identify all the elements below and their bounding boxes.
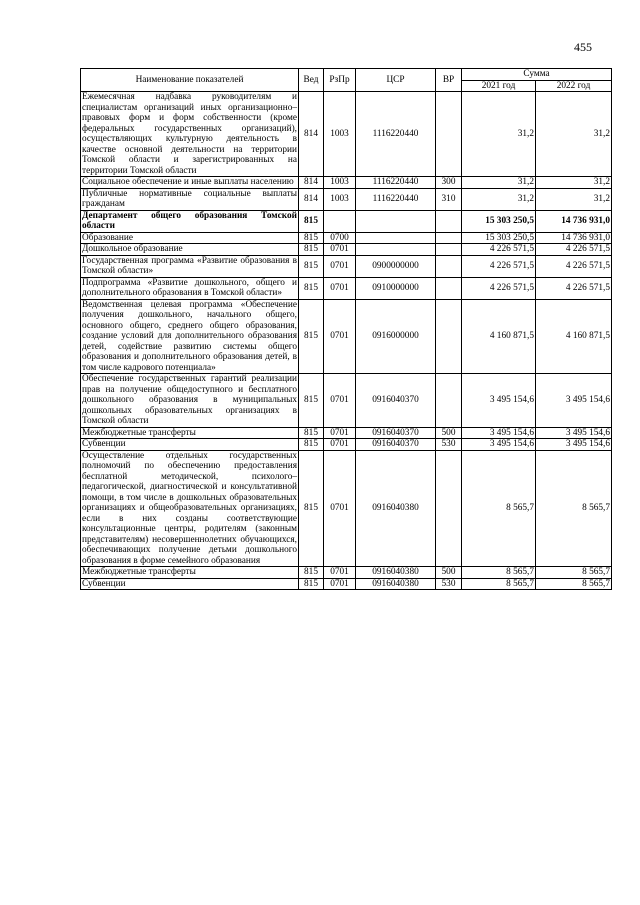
cell-rzpr [324, 210, 356, 232]
table-row [81, 374, 612, 428]
cell-ved: 815 [299, 277, 324, 299]
cell-y2021: 3 495 154,6 [462, 374, 536, 428]
cell-name: Ежемесячная надбавка руководителям и специалистам организаций иных организационно–правовых форм и форм собственности (кроме федеральных государственных организаций), осуществляющих культурную деятельность в качестве основной деятельности на территории Томской области и зарегистрированных на территории Томской области [82, 92, 297, 176]
cell-ved: 815 [299, 427, 324, 439]
cell-ved: 815 [299, 439, 324, 451]
cell-ved: 815 [299, 567, 324, 579]
cell-rzpr: 0701 [324, 374, 356, 428]
cell-ved: 815 [299, 374, 324, 428]
cell-rzpr: 0701 [324, 578, 356, 590]
cell-y2021: 4 226 571,5 [462, 255, 536, 277]
cell-y2021: 31,2 [462, 188, 536, 210]
cell-ved: 815 [299, 450, 324, 567]
cell-ved: 815 [299, 244, 324, 256]
cell-rzpr: 0701 [324, 299, 356, 374]
cell-rzpr: 0701 [324, 439, 356, 451]
cell-csr: 1116220440 [356, 92, 436, 177]
header-csr: ЦСР [356, 69, 436, 92]
cell-y2021: 3 495 154,6 [462, 427, 536, 439]
cell-vr [436, 374, 462, 428]
cell-csr: 0916040370 [356, 374, 436, 428]
cell-rzpr: 1003 [324, 188, 356, 210]
cell-y2022: 8 565,7 [536, 578, 612, 590]
cell-csr: 0900000000 [356, 255, 436, 277]
cell-csr [356, 210, 436, 232]
cell-vr [436, 255, 462, 277]
table-row [81, 210, 612, 232]
cell-rzpr: 0701 [324, 427, 356, 439]
cell-vr: 530 [436, 578, 462, 590]
cell-csr: 1116220440 [356, 188, 436, 210]
header-rzpr: РзПр [324, 69, 356, 92]
cell-ved: 815 [299, 578, 324, 590]
cell-ved: 815 [299, 299, 324, 374]
cell-y2022: 31,2 [536, 188, 612, 210]
cell-vr [436, 277, 462, 299]
cell-y2022: 3 495 154,6 [536, 427, 612, 439]
header-sum: Сумма [462, 69, 612, 81]
table-row [81, 427, 612, 439]
cell-vr [436, 450, 462, 567]
cell-rzpr: 0701 [324, 244, 356, 256]
cell-csr: 0916040370 [356, 439, 436, 451]
cell-y2022: 8 565,7 [536, 567, 612, 579]
table-row [81, 188, 612, 210]
table-row [81, 567, 612, 579]
cell-csr: 0916040380 [356, 578, 436, 590]
table-row [81, 92, 612, 177]
cell-y2022: 31,2 [536, 177, 612, 189]
cell-y2022: 4 226 571,5 [536, 255, 612, 277]
cell-vr [436, 299, 462, 374]
table-row [81, 177, 612, 189]
cell-name: Субвенции [81, 439, 299, 451]
cell-name: Социальное обеспечение и иные выплаты населению [81, 177, 299, 189]
cell-rzpr: 0701 [324, 567, 356, 579]
cell-name: Образование [81, 232, 299, 244]
header-ved: Вед [299, 69, 324, 92]
cell-y2022: 4 160 871,5 [536, 299, 612, 374]
cell-y2021: 8 565,7 [462, 450, 536, 567]
cell-y2022: 3 495 154,6 [536, 374, 612, 428]
table-row [81, 232, 612, 244]
cell-ved: 814 [299, 188, 324, 210]
cell-y2021: 31,2 [462, 92, 536, 177]
cell-rzpr: 1003 [324, 177, 356, 189]
header-2021: 2021 год [462, 80, 536, 92]
cell-vr: 500 [436, 427, 462, 439]
cell-rzpr: 0701 [324, 277, 356, 299]
cell-y2021: 4 160 871,5 [462, 299, 536, 374]
header-2022: 2022 год [536, 80, 612, 92]
table-row [81, 450, 612, 567]
table-body [81, 92, 612, 590]
cell-rzpr: 1003 [324, 92, 356, 177]
cell-name: Межбюджетные трансферты [81, 567, 299, 579]
cell-ved: 815 [299, 210, 324, 232]
table-row [81, 244, 612, 256]
cell-vr: 530 [436, 439, 462, 451]
page-number: 455 [574, 40, 592, 54]
header-vr: ВР [436, 69, 462, 92]
cell-csr: 0916040380 [356, 450, 436, 567]
cell-y2022: 4 226 571,5 [536, 277, 612, 299]
cell-y2021: 4 226 571,5 [462, 244, 536, 256]
cell-y2022: 14 736 931,0 [536, 210, 612, 232]
cell-y2021: 3 495 154,6 [462, 439, 536, 451]
cell-y2021: 8 565,7 [462, 567, 536, 579]
cell-vr [436, 92, 462, 177]
cell-y2021: 4 226 571,5 [462, 277, 536, 299]
cell-rzpr: 0701 [324, 255, 356, 277]
table-row [81, 439, 612, 451]
table-row [81, 578, 612, 590]
cell-ved: 815 [299, 255, 324, 277]
cell-name: Подпрограмма «Развитие дошкольного, общего и дополнительного образования в Томской области» [82, 277, 297, 298]
cell-csr: 1116220440 [356, 177, 436, 189]
cell-y2022: 4 226 571,5 [536, 244, 612, 256]
cell-name: Субвенции [81, 578, 299, 590]
cell-name: Осуществление отдельных государственных полномочий по обеспечению предоставления бесплатной методической, психолого–педагогической, диагностической и консультативной помощи, в том числе в дошкольных образовательных организациях и общеобразовательных организациях, если в них созданы соответствующие консультационные центры, родителям (законным представителям) несовершеннолетних обучающихся, обеспечивающих получение детьми дошкольного образования в форме семейного образования [82, 450, 297, 566]
cell-csr: 0916000000 [356, 299, 436, 374]
cell-y2022: 14 736 931,0 [536, 232, 612, 244]
cell-csr [356, 244, 436, 256]
cell-ved: 814 [299, 92, 324, 177]
cell-y2021: 15 303 250,5 [462, 210, 536, 232]
cell-vr: 500 [436, 567, 462, 579]
cell-csr: 0910000000 [356, 277, 436, 299]
cell-name: Государственная программа «Развитие образования в Томской области» [82, 255, 297, 276]
cell-y2022: 31,2 [536, 92, 612, 177]
budget-table [80, 68, 612, 590]
cell-csr [356, 232, 436, 244]
table-row [81, 255, 612, 277]
header-name: Наименование показателей [81, 69, 299, 92]
cell-y2022: 8 565,7 [536, 450, 612, 567]
cell-y2021: 8 565,7 [462, 578, 536, 590]
cell-y2022: 3 495 154,6 [536, 439, 612, 451]
table-row [81, 299, 612, 374]
cell-y2021: 15 303 250,5 [462, 232, 536, 244]
cell-ved: 814 [299, 177, 324, 189]
cell-name: Межбюджетные трансферты [81, 427, 299, 439]
cell-name: Ведомственная целевая программа «Обеспечение получения дошкольного, начального общего, основного общего, среднего общего образования, создание условий для дополнительного образования детей, содействие развитию системы общего образования и дополнительного образования детей, в том числе кадрового потенциала» [82, 299, 297, 373]
cell-name: Обеспечение государственных гарантий реализации прав на получение общедоступного и бесплатного дошкольного образования в муниципальных дошкольных образовательных организациях в Томской области [82, 374, 297, 426]
cell-vr [436, 244, 462, 256]
cell-name: Департамент общего образования Томской области [82, 210, 297, 231]
cell-csr: 0916040370 [356, 427, 436, 439]
cell-csr: 0916040380 [356, 567, 436, 579]
cell-y2021: 31,2 [462, 177, 536, 189]
cell-rzpr: 0700 [324, 232, 356, 244]
cell-vr: 310 [436, 188, 462, 210]
cell-name: Публичные нормативные социальные выплаты гражданам [82, 188, 297, 209]
cell-rzpr: 0701 [324, 450, 356, 567]
table-row [81, 277, 612, 299]
cell-vr [436, 210, 462, 232]
cell-vr [436, 232, 462, 244]
cell-name: Дошкольное образование [81, 244, 299, 256]
cell-ved: 815 [299, 232, 324, 244]
cell-vr: 300 [436, 177, 462, 189]
